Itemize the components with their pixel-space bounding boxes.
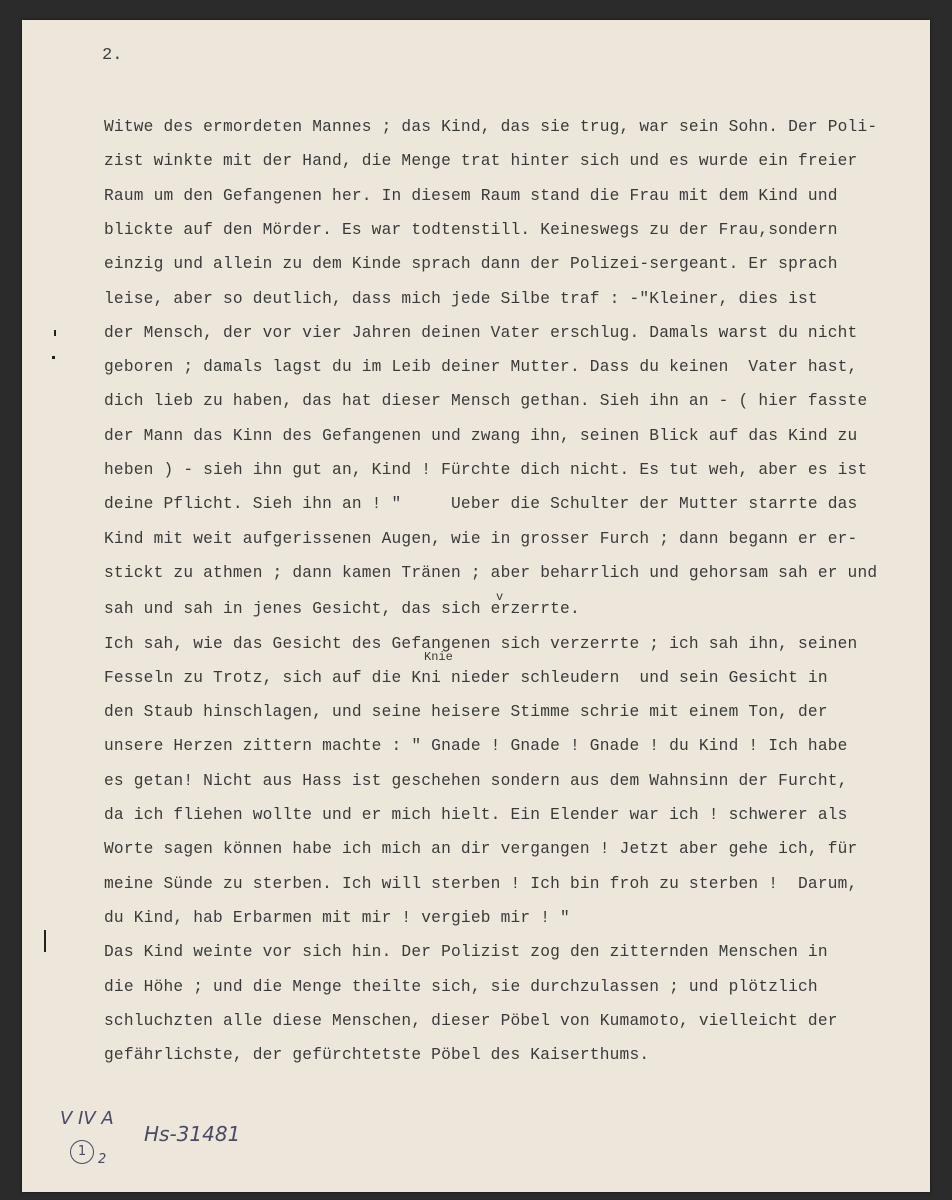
- text-line: einzig und allein zu dem Kinde sprach dann der Polizei-sergeant. Er sprach: [104, 255, 838, 274]
- text-line: sah und sah in jenes Gesicht, das sich erzerrte.: [104, 600, 580, 619]
- text-line: gefährlichste, der gefürchtetste Pöbel des Kaiserthums.: [104, 1046, 650, 1065]
- text-line: der Mann das Kinn des Gefangenen und zwang ihn, seinen Blick auf das Kind zu: [104, 426, 858, 445]
- text-line: leise, aber so deutlich, dass mich jede Silbe traf : -"Kleiner, dies ist: [104, 289, 818, 308]
- text-line: Witwe des ermordeten Mannes ; das Kind, das sie trug, war sein Sohn. Der Poli-: [104, 118, 878, 136]
- text-line: heben ) - sieh ihn gut an, Kind ! Fürchte dich nicht. Es tut weh, aber es ist: [104, 461, 868, 479]
- text-line: deine Pflicht. Sieh ihn an ! " Ueber die Schulter der Mutter starrte das: [104, 495, 858, 514]
- text-line: unsere Herzen zittern machte : " Gnade ! Gnade ! Gnade ! du Kind ! Ich habe: [104, 737, 848, 756]
- text-line: es getan! Nicht aus Hass ist geschehen sondern aus dem Wahnsinn der Furcht,: [104, 771, 848, 790]
- text-line: die Höhe ; und die Menge theilte sich, sie durchzulassen ; und plötzlich: [104, 977, 818, 996]
- text-line: Ich sah, wie das Gesicht des Gefangenen sich verzerrte ; ich sah ihn, seinen: [104, 634, 858, 653]
- text-line: meine Sünde zu sterben. Ich will sterben ! Ich bin froh zu sterben ! Darum,: [104, 874, 858, 893]
- text-line: der Mensch, der vor vier Jahren deinen Vater erschlug. Damals warst du nicht: [104, 323, 858, 342]
- text-line: zist winkte mit der Hand, die Menge trat hinter sich und es wurde ein freier: [104, 152, 858, 171]
- circled-number: 1: [70, 1140, 94, 1164]
- insertion-knie: Knie: [424, 650, 453, 664]
- text-line: geboren ; damals lagst du im Leib deiner Mutter. Dass du keinen Vater hast,: [104, 358, 858, 377]
- insertion-mark: v: [496, 590, 504, 604]
- sub-number: 2: [98, 1152, 107, 1167]
- text-line: blickte auf den Mörder. Es war todtenstill. Keineswegs zu der Frau,sondern: [104, 220, 838, 239]
- text-line: Kind mit weit aufgerissenen Augen, wie in grosser Furch ; dann begann er er-: [104, 529, 858, 548]
- margin-dot: [52, 356, 55, 359]
- text-line: den Staub hinschlagen, und seine heisere Stimme schrie mit einem Ton, der: [104, 703, 828, 722]
- text-line: Fesseln zu Trotz, sich auf die Kni nieder schleudern und sein Gesicht in: [104, 668, 828, 687]
- text-line: Das Kind weinte vor sich hin. Der Polizist zog den zitternden Menschen in: [104, 943, 828, 962]
- text-line: schluchzten alle diese Menschen, dieser Pöbel von Kumamoto, vielleicht der: [104, 1011, 838, 1030]
- text-line: Raum um den Gefangenen her. In diesem Raum stand die Frau mit dem Kind und: [104, 186, 838, 205]
- margin-line: [44, 930, 46, 952]
- margin-mark: [54, 330, 56, 336]
- text-line: da ich fliehen wollte und er mich hielt. Ein Elender war ich ! schwerer als: [104, 806, 848, 824]
- shelfmark: Hs-31481: [144, 1122, 241, 1146]
- text-line: stickt zu athmen ; dann kamen Tränen ; aber beharrlich und gehorsam sah er und: [104, 563, 878, 582]
- text-line: Worte sagen können habe ich mich an dir vergangen ! Jetzt aber gehe ich, für: [104, 840, 858, 859]
- page-number: 2.: [102, 46, 123, 65]
- text-line: du Kind, hab Erbarmen mit mir ! vergieb mir ! ": [104, 908, 570, 927]
- archive-signature-mark: V IV A: [60, 1108, 114, 1129]
- text-line: dich lieb zu haben, das hat dieser Mensch gethan. Sieh ihn an - ( hier fasste: [104, 392, 868, 411]
